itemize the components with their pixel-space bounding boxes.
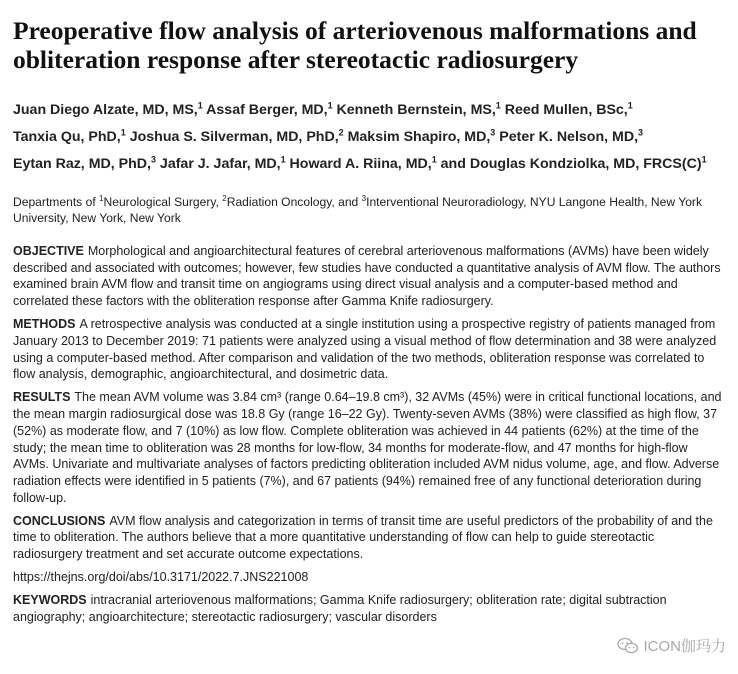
author-affil-mark: 1 bbox=[701, 154, 707, 165]
section-label: KEYWORDS bbox=[13, 592, 87, 607]
section-text: A retrospective analysis was conducted at a single institution using a prospective registry of patients managed from January 2013 to December 2019: 71 patients were analyzed using a visual method of flow determination and 38 were analyzed using a computer-based method. After comparison and validation of the two methods, obliteration response was correlated to flow analysis, demographic, angioarchitectural, and dosimetric data. bbox=[13, 316, 717, 382]
author bbox=[13, 156, 156, 172]
paper-page bbox=[13, 10, 725, 625]
abstract-results bbox=[13, 389, 725, 507]
affil-mark: 1 bbox=[99, 193, 104, 203]
section-label: CONCLUSIONS bbox=[13, 513, 106, 528]
author-name: and Douglas Kondziolka, MD, FRCS(C) bbox=[436, 156, 702, 173]
section-text: Morphological and angioarchitectural features of cerebral arteriovenous malformations (AVMs) have been widely described and associated with outcomes; however, few studies have conducted a quantitative analysis of AVM flow. The authors examined brain AVM flow and transit time on angiograms using direct visual analysis and a computer-based method and correlated these factors with the obliteration response after Gamma Knife radiosurgery. bbox=[13, 243, 721, 309]
affiliation-dept: Neurological Surgery, bbox=[103, 194, 223, 209]
abstract-objective bbox=[13, 243, 725, 310]
author bbox=[437, 156, 707, 172]
author bbox=[495, 129, 643, 145]
section-label: METHODS bbox=[13, 316, 76, 331]
affil-mark: 2 bbox=[222, 193, 227, 203]
keywords bbox=[13, 592, 725, 626]
doi-link[interactable]: https://thejns.org/doi/abs/10.3171/2022.7.JNS221008 bbox=[13, 570, 309, 585]
abstract-methods bbox=[13, 316, 725, 383]
section-label: OBJECTIVE bbox=[13, 243, 84, 258]
section-text: AVM flow analysis and categorization in terms of transit time are useful predictors of the probability of and the time to obliteration. The authors believe that a more quantitative understanding of flow can help to guide stereotactic radiosurgery treatment and set accurate outcome expectations. bbox=[13, 513, 713, 562]
author-name: Jafar J. Jafar, MD, bbox=[155, 156, 281, 173]
section-label: RESULTS bbox=[13, 390, 71, 405]
author-affil-mark: 1 bbox=[627, 100, 633, 110]
watermark-text: ICON伽玛力 bbox=[643, 638, 726, 655]
author-name: Reed Mullen, BSc, bbox=[500, 101, 628, 118]
abstract-conclusions bbox=[13, 513, 725, 563]
affil-mark: 3 bbox=[361, 193, 367, 203]
author-affil-mark: 1 bbox=[327, 100, 333, 110]
author-affil-mark: 1 bbox=[431, 154, 437, 165]
paper-title: Preoperative flow analysis of arteriovenous malformations and obliteration response after stereotactic radiosurgery bbox=[13, 16, 697, 74]
author bbox=[286, 156, 437, 172]
author bbox=[203, 102, 333, 118]
author-name: Maksim Shapiro, MD, bbox=[343, 128, 491, 145]
author-name: Eytan Raz, MD, PhD, bbox=[13, 156, 151, 173]
author-affil-mark: 1 bbox=[120, 127, 126, 138]
author-name: Kenneth Bernstein, MS, bbox=[332, 101, 496, 118]
author-affil-mark: 1 bbox=[197, 100, 203, 110]
author-affil-mark: 3 bbox=[638, 127, 644, 138]
author-name: Joshua S. Silverman, MD, PhD, bbox=[125, 128, 339, 145]
author bbox=[501, 102, 633, 118]
author bbox=[156, 156, 286, 172]
author-name: Assaf Berger, MD, bbox=[202, 101, 328, 118]
affiliation-dept: Radiation Oncology, and bbox=[226, 194, 362, 209]
author bbox=[13, 129, 126, 145]
author bbox=[333, 102, 501, 118]
author bbox=[126, 129, 344, 145]
author-affil-mark: 3 bbox=[490, 127, 496, 138]
keywords-text: intracranial arteriovenous malformations; Gamma Knife radiosurgery; obliteration rate; digital subtraction angiography; angioarchitecture; stereotactic radiosurgery; vascular disorders bbox=[13, 592, 667, 624]
author-affil-mark: 2 bbox=[338, 127, 344, 138]
affiliation-prefix: Departments of bbox=[13, 194, 100, 209]
wechat-icon bbox=[617, 637, 639, 655]
author bbox=[344, 129, 496, 145]
author-name: Howard A. Riina, MD, bbox=[285, 156, 432, 173]
affiliations bbox=[13, 191, 725, 226]
author-affil-mark: 1 bbox=[280, 154, 286, 165]
author-affil-mark: 3 bbox=[150, 154, 156, 165]
section-text: The mean AVM volume was 3.84 cm³ (range 0.64–19.8 cm³), 32 AVMs (45%) were in critical functional locations, and the mean margin radiosurgical dose was 18.8 Gy (range 16–22 Gy). Twenty-seven AVMs (38%) were classified as high flow, 37 (52%) as moderate flow, and 7 (10%) as low flow. Complete obliteration was achieved in 44 patients (62%) at the time of the study; the mean time to obliteration was 28 months for low-flow, 34 months for moderate-flow, and 47 months for high-flow AVMs. Univariate and multivariate analyses of factors predicting obliteration included AVM nidus volume, age, and flow. Adverse radiation effects were identified in 5 patients (7%), and 67 patients (94%) remained free of any functional deterioration during follow-up. bbox=[13, 390, 722, 505]
author-name: Juan Diego Alzate, MD, MS, bbox=[13, 101, 198, 118]
author-name: Tanxia Qu, PhD, bbox=[13, 128, 121, 145]
abstract bbox=[13, 243, 725, 626]
affiliation-dept: Interventional Neuroradiology, NYU Langone Health, New York University, New York, New York bbox=[13, 194, 703, 225]
author bbox=[13, 102, 203, 118]
watermark bbox=[617, 635, 726, 656]
author-list bbox=[13, 94, 725, 176]
author-name: Peter K. Nelson, MD, bbox=[495, 128, 639, 145]
author-affil-mark: 1 bbox=[495, 100, 501, 110]
